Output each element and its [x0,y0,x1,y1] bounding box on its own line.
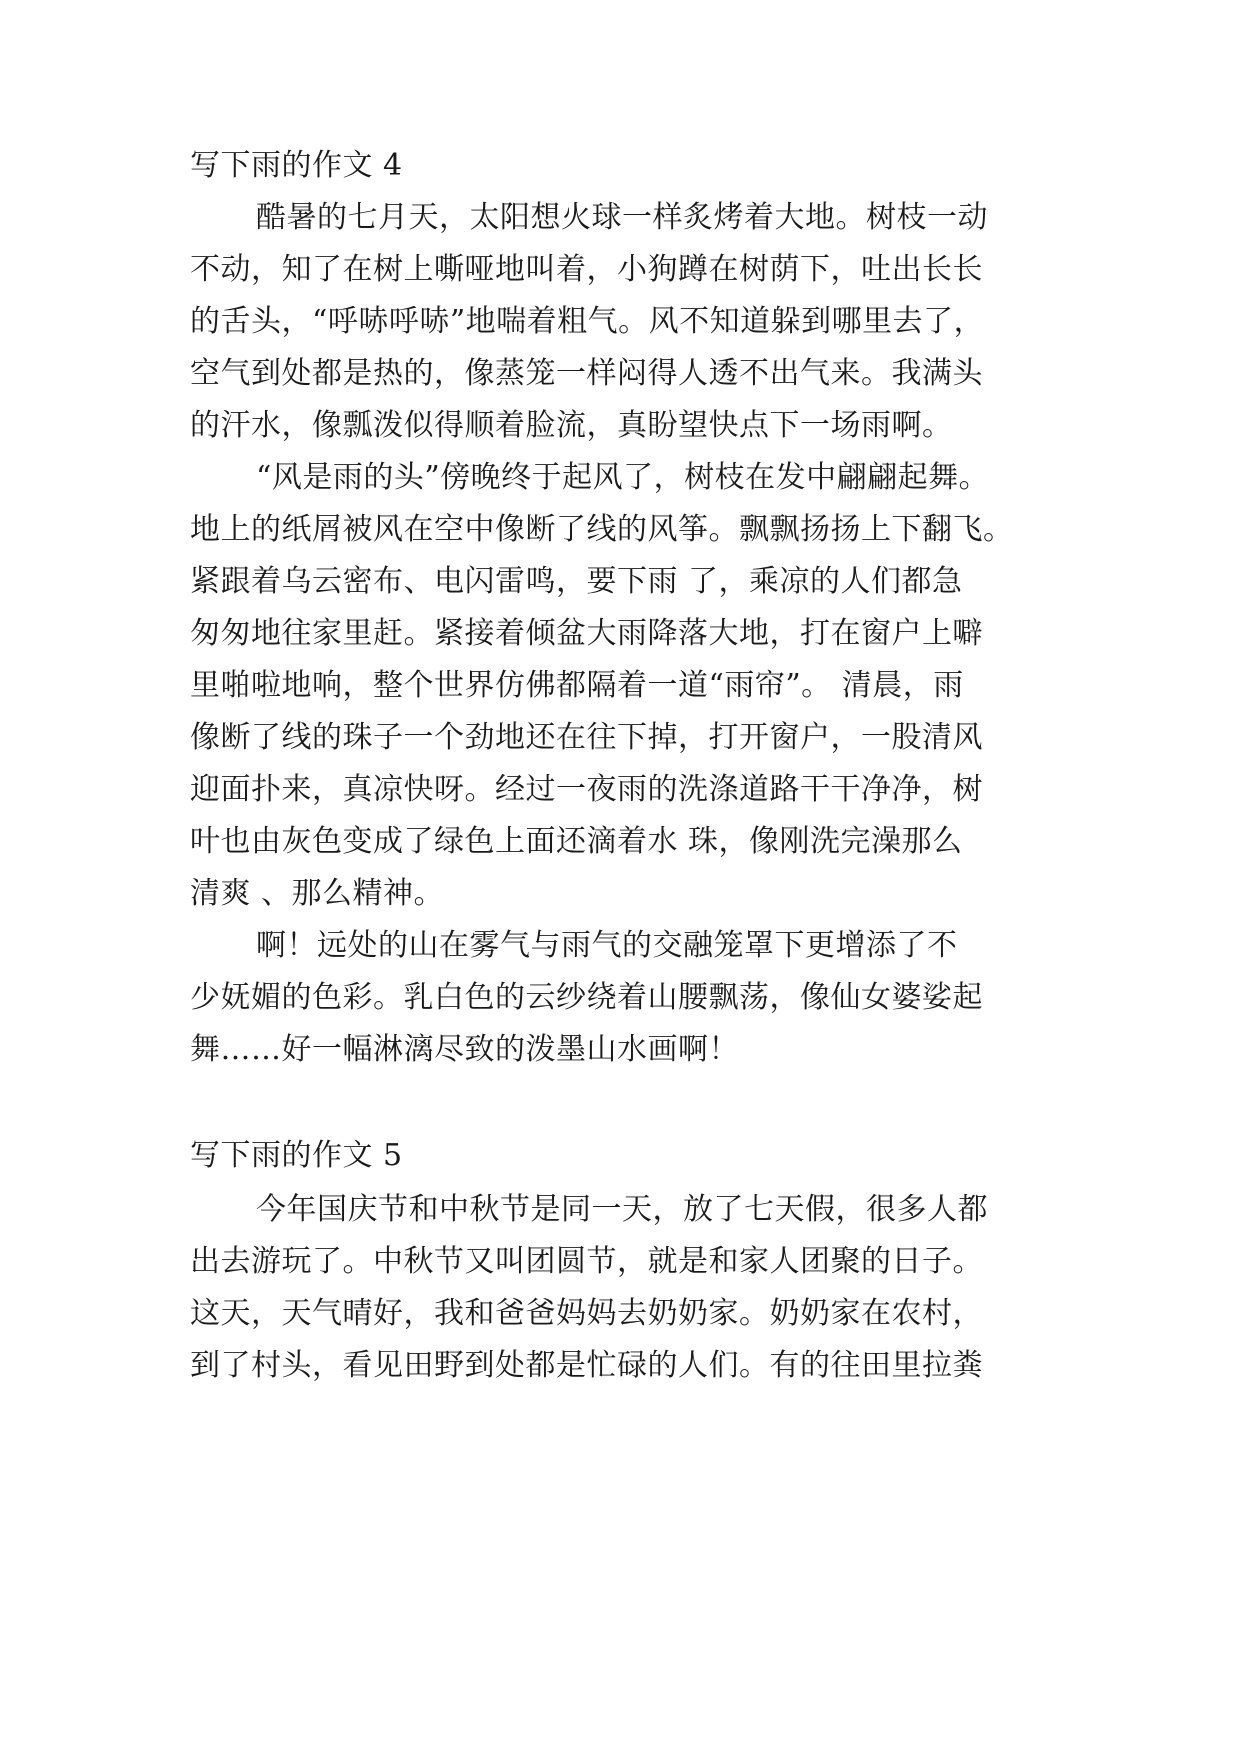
paragraph-line: 出去游玩了。中秋节又叫团圆节，就是和家人团聚的日子。 [190,1244,983,1279]
paragraph-line: 啊！远处的山在雾气与雨气的交融笼罩下更增添了不 [256,928,958,963]
paragraph-line: 不动，知了在树上嘶哑地叫着，小狗蹲在树荫下，吐出长长 [190,252,983,287]
paragraph-line: 里啪啦地响，整个世界仿佛都隔着一道“雨帘”。 清晨，雨 [190,668,964,703]
paragraph-line: 地上的纸屑被风在空中像断了线的风筝。飘飘扬扬上下翻飞。 [190,512,1014,547]
paragraph-line: 舞……好一幅淋漓尽致的泼墨山水画啊！ [190,1032,739,1067]
paragraph-line: 少妩媚的色彩。乳白色的云纱绕着山腰飘荡，像仙女婆娑起 [190,980,983,1015]
paragraph-line: 像断了线的珠子一个劲地还在往下掉，打开窗户，一股清风 [190,720,983,755]
paragraph-line: 匆匆地往家里赶。紧接着倾盆大雨降落大地，打在窗户上噼 [190,616,983,651]
essay-title: 写下雨的作文 4 [190,148,403,183]
paragraph-line: 空气到处都是热的，像蒸笼一样闷得人透不出气来。我满头 [190,356,983,391]
paragraph-line: 紧跟着乌云密布、电闪雷鸣，要下雨 了，乘凉的人们都急 [190,564,963,599]
paragraph-line: “风是雨的头”傍晚终于起风了，树枝在发中翩翩起舞。 [256,460,990,495]
paragraph-line: 这天，天气晴好，我和爸爸妈妈去奶奶家。奶奶家在农村， [190,1296,983,1331]
paragraph-line: 的舌头，“呼哧呼哧”地喘着粗气。风不知道躲到哪里去了， [190,304,985,339]
paragraph-line: 迎面扑来，真凉快呀。经过一夜雨的洗涤道路干干净净，树 [190,772,983,807]
paragraph-line: 到了村头，看见田野到处都是忙碌的人们。有的往田里拉粪 [190,1348,983,1383]
paragraph-line: 酷暑的七月天，太阳想火球一样炙烤着大地。树枝一动 [256,200,988,235]
paragraph-line: 今年国庆节和中秋节是同一天，放了七天假，很多人都 [256,1192,988,1227]
essay-title: 写下雨的作文 5 [190,1138,403,1173]
paragraph-line: 的汗水，像瓢泼似得顺着脸流，真盼望快点下一场雨啊。 [190,408,953,443]
paragraph-line: 清爽 、那么精神。 [190,876,445,911]
paragraph-line: 叶也由灰色变成了绿色上面还滴着水 珠，像刚洗完澡那么 [190,824,963,859]
